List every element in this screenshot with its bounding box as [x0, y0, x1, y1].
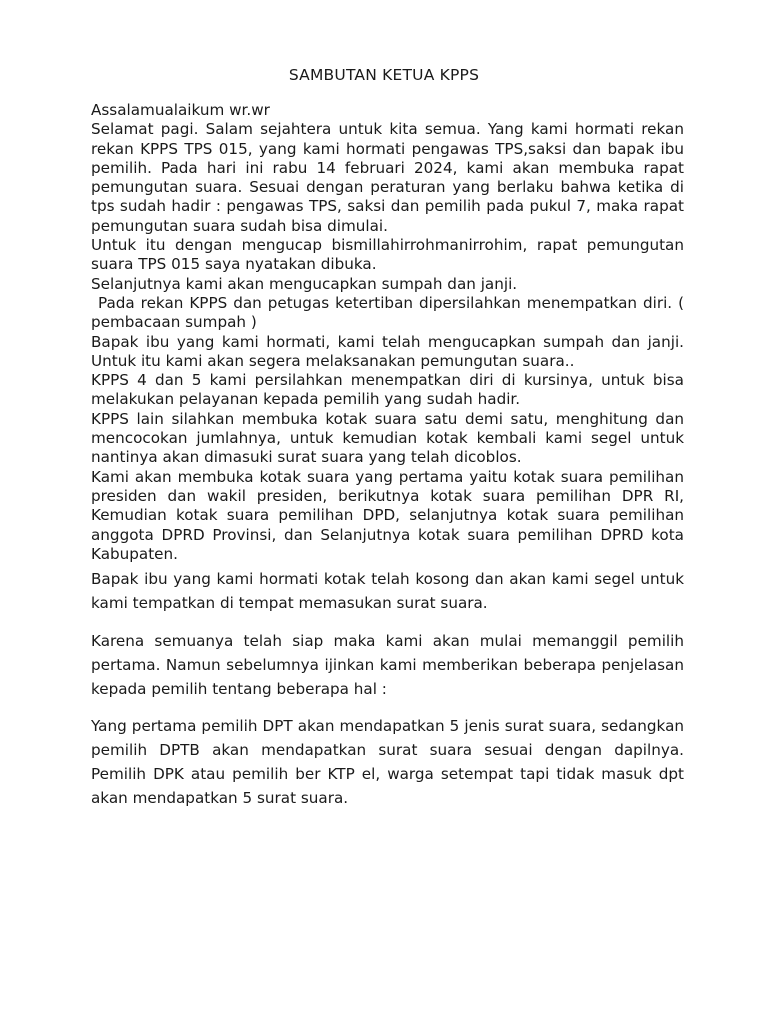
body-block-voter-types [91, 714, 684, 810]
paragraph-oath-intro: Selanjutnya kami akan mengucapkan sumpah dan janji. [91, 274, 518, 293]
paragraph-boxes-sealed: Bapak ibu yang kami hormati kotak telah kosong dan akan kami segel untuk kami tempatkan di tempat memasukan surat suara. [91, 570, 684, 613]
paragraph-voter-types: Yang pertama pemilih DPT akan mendapatkan 5 jenis surat suara, sedangkan pemilih DPTB akan mendapatkan surat suara sesuai dengan dapilnya. Pemilih DPK atau pemilih ber KTP el, warga setempat tapi tidak masuk dpt akan mendapatkan 5 surat suara. [91, 717, 684, 808]
paragraph-opening: Selamat pagi. Salam sejahtera untuk kita semua. Yang kami hormati rekan rekan KPPS TPS 015, yang kami hormati pengawas TPS,saksi dan bapak ibu pemilih. Pada hari ini rabu 14 februari 2024, kami akan membuka rapat pemungutan suara. Sesuai dengan peraturan yang berlaku bahwa ketika di tps sudah hadir : pengawas TPS, saksi dan pemilih pada pukul 7, maka rapat pemungutan suara sudah bisa dimulai. [91, 120, 684, 235]
body-block-main [91, 101, 684, 564]
paragraph-ballot-boxes: Kami akan membuka kotak suara yang pertama yaitu kotak suara pemilihan presiden dan wakil presiden, berikutnya kotak suara pemilihan DPR RI, Kemudian kotak suara pemilihan DPD, selanjutnya kotak suara pemilihan anggota DPRD Provinsi, dan Selanjutnya kotak suara pemilihan DPRD kota Kabupaten. [91, 467, 684, 563]
body-block-sealed [91, 567, 684, 615]
greeting-line: Assalamualaikum wr.wr [91, 101, 270, 119]
body-block-first-voter [91, 629, 684, 701]
paragraph-oath-instruction: Pada rekan KPPS dan petugas ketertiban dipersilahkan menempatkan diri. ( pembacaan sumpah ) [91, 293, 684, 332]
paragraph-opening-declaration: Untuk itu dengan mengucap bismillahirrohmanirrohim, rapat pemungutan suara TPS 015 saya nyatakan dibuka. [91, 236, 684, 274]
document-title: SAMBUTAN KETUA KPPS [288, 66, 480, 84]
paragraph-kpps-4-5: KPPS 4 dan 5 kami persilahkan menempatkan diri di kursinya, untuk bisa melakukan pelayanan kepada pemilih yang sudah hadir. [91, 371, 684, 409]
paragraph-kpps-other: KPPS lain silahkan membuka kotak suara satu demi satu, menghitung dan mencocokan jumlahnya, untuk kemudian kotak kembali kami segel untuk nantinya akan dimasuki surat suara yang telah dicoblos. [91, 409, 684, 467]
paragraph-first-voter: Karena semuanya telah siap maka kami akan mulai memanggil pemilih pertama. Namun sebelumnya ijinkan kami memberikan beberapa penjelasan kepada pemilih tentang beberapa hal : [91, 632, 684, 699]
paragraph-oath-done: Bapak ibu yang kami hormati, kami telah mengucapkan sumpah dan janji. Untuk itu kami akan segera melaksanakan pemungutan suara.. [91, 332, 684, 370]
document-body [91, 101, 684, 810]
